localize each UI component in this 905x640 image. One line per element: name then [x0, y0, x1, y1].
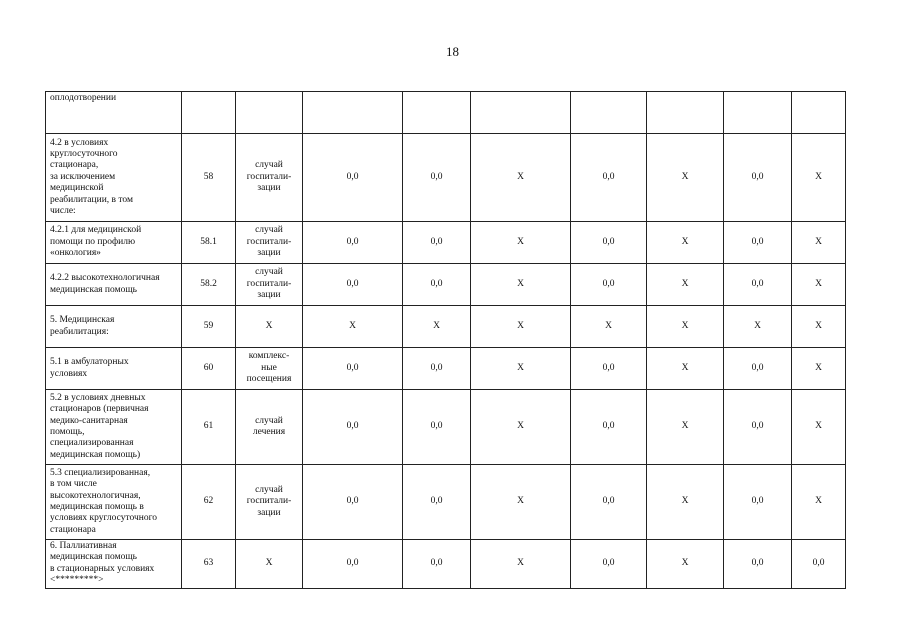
row-value-3: X — [471, 222, 571, 264]
row-name-cell — [46, 222, 182, 264]
row-value-6: 0,0 — [724, 465, 792, 540]
row-value-4: 0,0 — [571, 134, 647, 222]
row-unit: случай лечения — [252, 415, 286, 437]
row-value-1: X — [303, 306, 403, 348]
row-code: 59 — [182, 306, 236, 348]
row-value-7: X — [792, 306, 846, 348]
row-unit-cell — [236, 92, 303, 134]
table-row — [46, 222, 846, 264]
row-name: 4.2.1 для медицинской помощи по профилю «онкология» — [50, 225, 142, 259]
row-value-3: X — [471, 540, 571, 589]
row-value-1: 0,0 — [303, 540, 403, 589]
row-value-3 — [471, 92, 571, 134]
row-code — [182, 92, 236, 134]
row-value-7: X — [792, 348, 846, 390]
row-code: 60 — [182, 348, 236, 390]
row-value-5: X — [647, 134, 724, 222]
row-value-3: X — [471, 390, 571, 465]
row-unit: случай госпитали- зации — [246, 484, 292, 518]
table-row — [46, 264, 846, 306]
row-value-2: 0,0 — [403, 348, 471, 390]
row-name: 5.1 в амбулаторных условиях — [50, 357, 129, 379]
row-unit: случай госпитали- зации — [246, 225, 292, 259]
row-value-2: 0,0 — [403, 222, 471, 264]
row-unit-cell — [236, 348, 303, 390]
row-name: 5.3 специализированная, в том числе высокотехнологичная, медицинская помощь в условиях круглосуточного стационара — [50, 467, 158, 535]
row-value-7: 0,0 — [792, 540, 846, 589]
row-code: 63 — [182, 540, 236, 589]
row-value-2: 0,0 — [403, 134, 471, 222]
row-value-2: 0,0 — [403, 390, 471, 465]
row-value-4: 0,0 — [571, 222, 647, 264]
table-row — [46, 390, 846, 465]
row-unit-cell — [236, 390, 303, 465]
table-row — [46, 134, 846, 222]
row-value-1 — [303, 92, 403, 134]
row-unit: X — [265, 558, 273, 569]
row-name-cell — [46, 306, 182, 348]
row-value-1: 0,0 — [303, 222, 403, 264]
row-name: 5. Медицинская реабилитация: — [50, 315, 115, 337]
row-value-6: 0,0 — [724, 348, 792, 390]
row-value-1: 0,0 — [303, 264, 403, 306]
row-value-2: 0,0 — [403, 264, 471, 306]
row-value-6: X — [724, 306, 792, 348]
row-name-cell — [46, 390, 182, 465]
row-name: 4.2.2 высокотехнологичная медицинская помощь — [50, 273, 160, 295]
row-value-6: 0,0 — [724, 134, 792, 222]
row-value-3: X — [471, 306, 571, 348]
row-name-cell — [46, 92, 182, 134]
table-row — [46, 348, 846, 390]
row-value-2 — [403, 92, 471, 134]
row-value-6: 0,0 — [724, 222, 792, 264]
data-table — [45, 91, 846, 589]
row-value-3: X — [471, 465, 571, 540]
row-value-7: X — [792, 465, 846, 540]
row-name: 5.2 в условиях дневных стационаров (первичная медико-санитарная помощь, специализированная медицинская помощь) — [50, 392, 149, 460]
row-value-4: 0,0 — [571, 390, 647, 465]
row-unit: X — [265, 320, 273, 331]
row-value-4: 0,0 — [571, 264, 647, 306]
row-value-2: X — [403, 306, 471, 348]
table-row — [46, 540, 846, 589]
row-value-4: 0,0 — [571, 348, 647, 390]
row-value-7: X — [792, 264, 846, 306]
row-unit-cell — [236, 306, 303, 348]
table-row — [46, 465, 846, 540]
row-value-4 — [571, 92, 647, 134]
row-unit: случай госпитали- зации — [246, 267, 292, 301]
row-value-4: 0,0 — [571, 540, 647, 589]
row-code: 58 — [182, 134, 236, 222]
row-value-1: 0,0 — [303, 134, 403, 222]
row-value-1: 0,0 — [303, 465, 403, 540]
row-value-4: 0,0 — [571, 465, 647, 540]
row-value-5: X — [647, 306, 724, 348]
row-code: 61 — [182, 390, 236, 465]
row-value-5: X — [647, 222, 724, 264]
row-value-4: X — [571, 306, 647, 348]
row-name-cell — [46, 264, 182, 306]
row-value-7: X — [792, 134, 846, 222]
row-value-6: 0,0 — [724, 540, 792, 589]
row-value-7 — [792, 92, 846, 134]
row-name-cell — [46, 348, 182, 390]
table-row — [46, 306, 846, 348]
row-unit-cell — [236, 540, 303, 589]
row-name-cell — [46, 465, 182, 540]
row-code: 58.1 — [182, 222, 236, 264]
row-value-5: X — [647, 465, 724, 540]
row-value-1: 0,0 — [303, 348, 403, 390]
row-value-5: X — [647, 390, 724, 465]
row-value-6: 0,0 — [724, 390, 792, 465]
row-value-2: 0,0 — [403, 465, 471, 540]
row-value-3: X — [471, 348, 571, 390]
row-value-3: X — [471, 264, 571, 306]
row-unit-cell — [236, 222, 303, 264]
row-value-6 — [724, 92, 792, 134]
row-value-1: 0,0 — [303, 390, 403, 465]
row-code: 58.2 — [182, 264, 236, 306]
row-name-cell — [46, 134, 182, 222]
row-value-7: X — [792, 222, 846, 264]
row-value-5 — [647, 92, 724, 134]
row-unit-cell — [236, 465, 303, 540]
row-value-3: X — [471, 134, 571, 222]
row-value-5: X — [647, 540, 724, 589]
row-value-5: X — [647, 348, 724, 390]
row-unit-cell — [236, 264, 303, 306]
row-name: 6. Паллиативная медицинская помощь в стационарных условиях <*********> — [50, 541, 155, 586]
row-value-6: 0,0 — [724, 264, 792, 306]
row-unit: комплекс- ные посещения — [246, 351, 292, 385]
row-value-7: X — [792, 390, 846, 465]
row-name: 4.2 в условиях круглосуточного стационара, за исключением медицинской реабилитации, в том числе: — [50, 137, 133, 216]
page-number: 18 — [446, 44, 459, 59]
row-name-cell — [46, 540, 182, 589]
row-value-2: 0,0 — [403, 540, 471, 589]
row-unit: случай госпитали- зации — [246, 160, 292, 194]
row-code: 62 — [182, 465, 236, 540]
table-row — [46, 92, 846, 134]
row-name: оплодотворении — [50, 93, 117, 103]
row-value-5: X — [647, 264, 724, 306]
row-unit-cell — [236, 134, 303, 222]
